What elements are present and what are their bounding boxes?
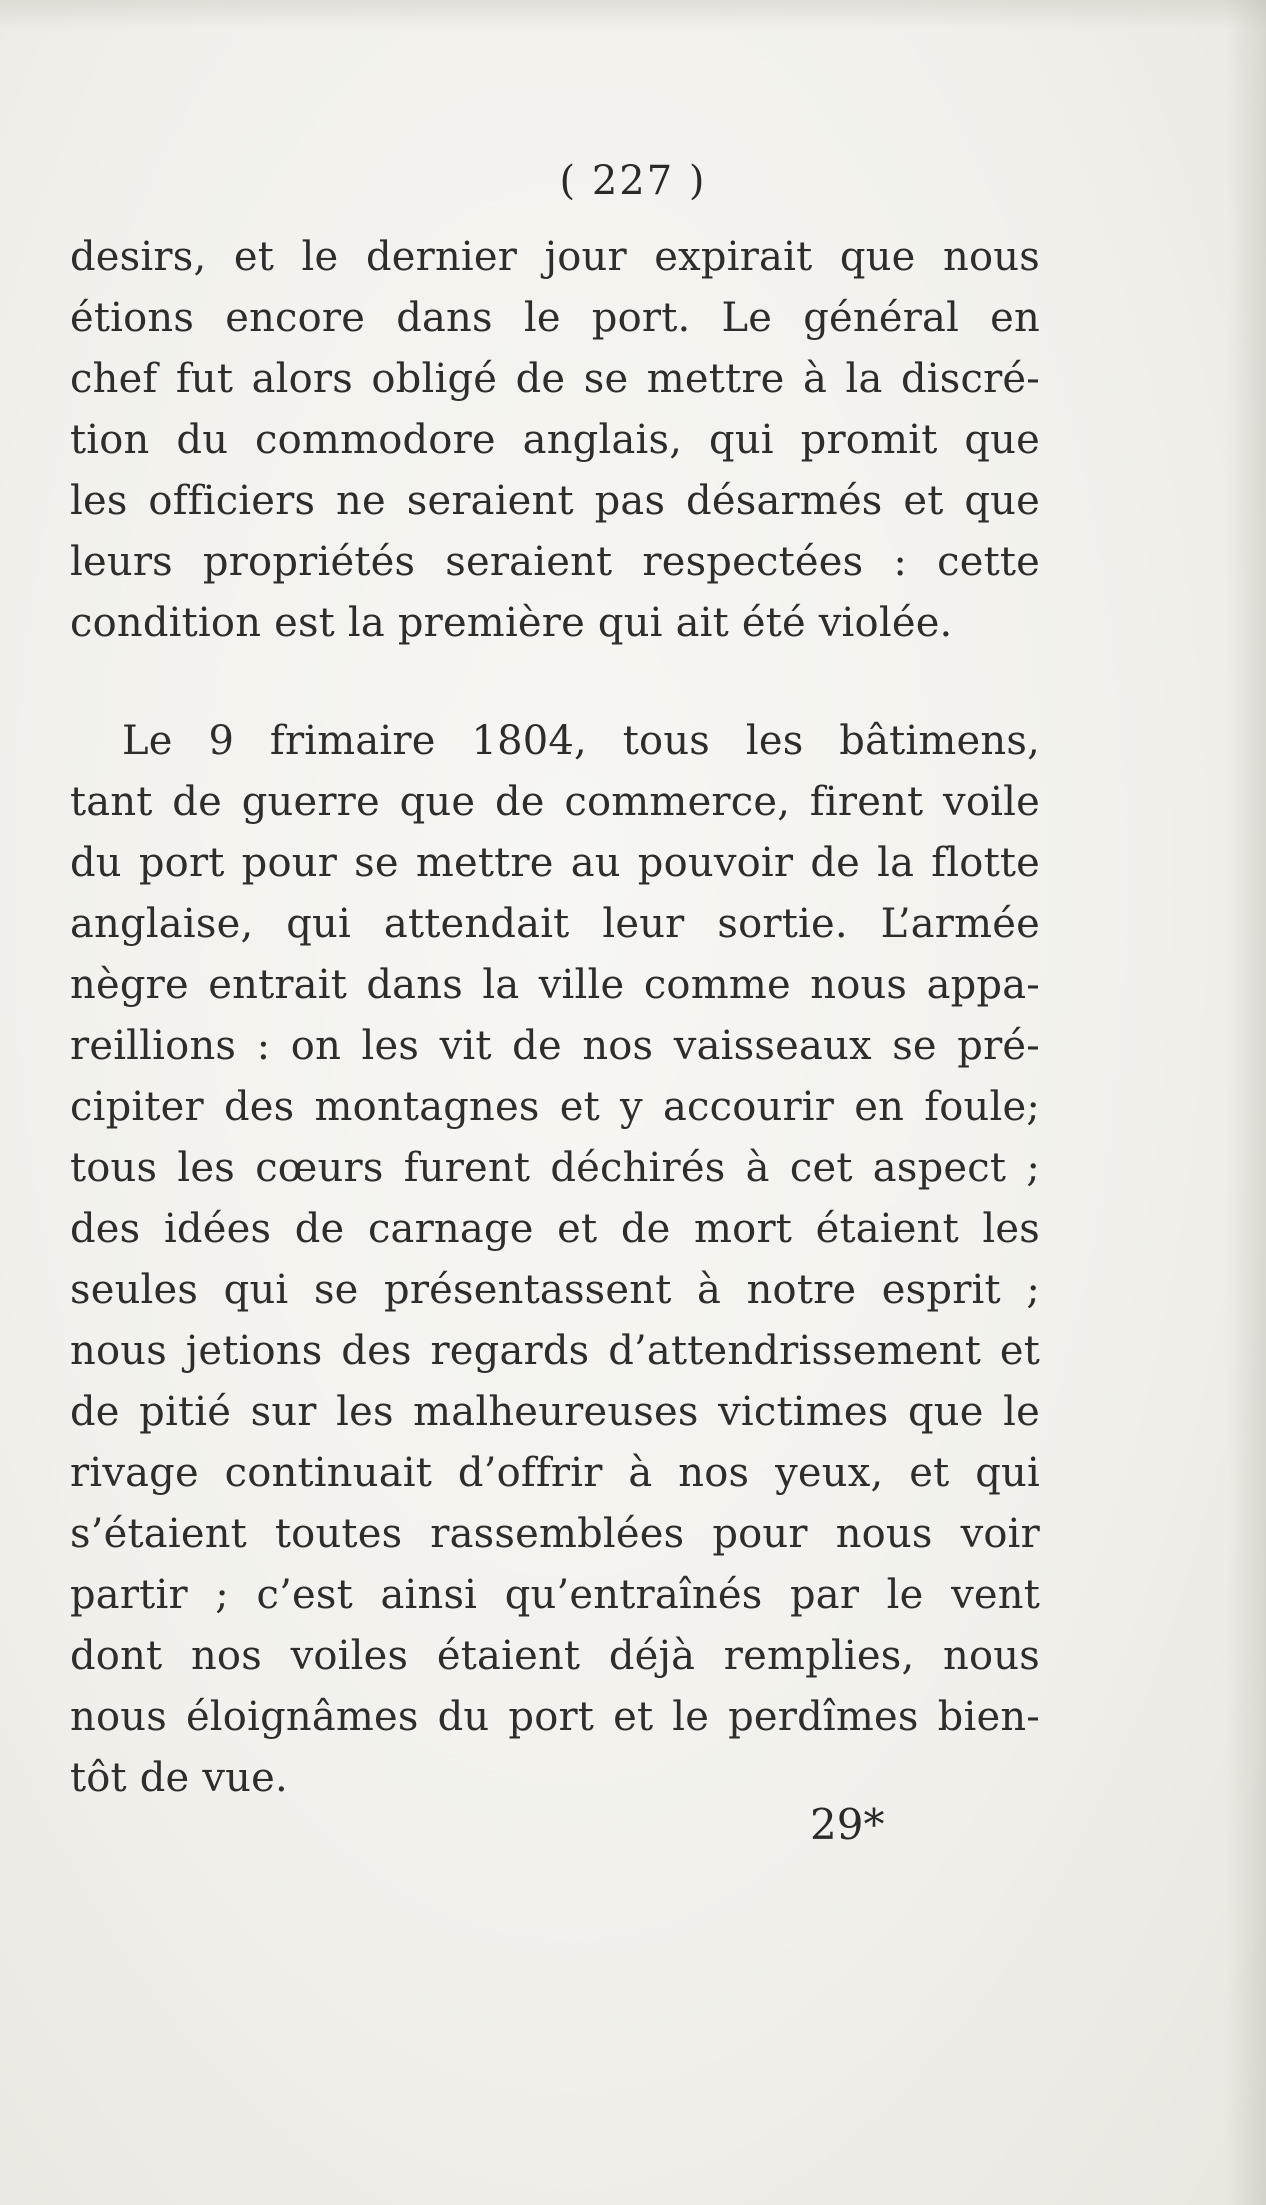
text-line: nous jetions des regards d’attendrissement et [70, 1328, 1040, 1374]
text-line: tôt de vue. [70, 1755, 288, 1801]
text-line: des idées de carnage et de mort étaient les [70, 1206, 1040, 1252]
text-line: s’étaient toutes rassemblées pour nous voir [70, 1511, 1040, 1557]
text-line: rivage continuait d’offrir à nos yeux, et qui [70, 1450, 1040, 1496]
page-number: ( 227 ) [559, 158, 707, 204]
text-line: condition est la première qui ait été violée. [70, 600, 953, 646]
text-line: desirs, et le dernier jour expirait que nous [70, 234, 1040, 280]
text-line: du port pour se mettre au pouvoir de la flotte [70, 840, 1040, 886]
paragraph-2 [70, 711, 1040, 1809]
text-line: nous éloignâmes du port et le perdîmes bien- [70, 1694, 1040, 1740]
text-line: partir ; c’est ainsi qu’entraînés par le vent [70, 1572, 1040, 1618]
text-line: tous les cœurs furent déchirés à cet aspect ; [70, 1145, 1040, 1191]
text-line: dont nos voiles étaient déjà remplies, nous [70, 1633, 1040, 1679]
text-line: reillions : on les vit de nos vaisseaux se pré- [70, 1023, 1040, 1069]
text-line: de pitié sur les malheureuses victimes que le [70, 1389, 1040, 1435]
text-line: tant de guerre que de commerce, firent voile [70, 779, 1040, 825]
text-line: chef fut alors obligé de se mettre à la discré- [70, 356, 1040, 402]
signature-mark: 29* [810, 1800, 885, 1849]
text-line: cipiter des montagnes et y accourir en foule; [70, 1084, 1040, 1130]
text-line: les officiers ne seraient pas désarmés et que [70, 478, 1040, 524]
paragraph-1 [70, 227, 1040, 654]
text-line: seules qui se présentassent à notre esprit ; [70, 1267, 1040, 1313]
text-line: étions encore dans le port. Le général en [70, 295, 1040, 341]
text-line: anglaise, qui attendait leur sortie. L’armée [70, 901, 1040, 947]
text-line: nègre entrait dans la ville comme nous appa- [70, 962, 1040, 1008]
text-line: Le 9 frimaire 1804, tous les bâtimens, [122, 718, 1040, 764]
text-line: leurs propriétés seraient respectées : cette [70, 539, 1040, 585]
text-line: tion du commodore anglais, qui promit que [70, 417, 1040, 463]
